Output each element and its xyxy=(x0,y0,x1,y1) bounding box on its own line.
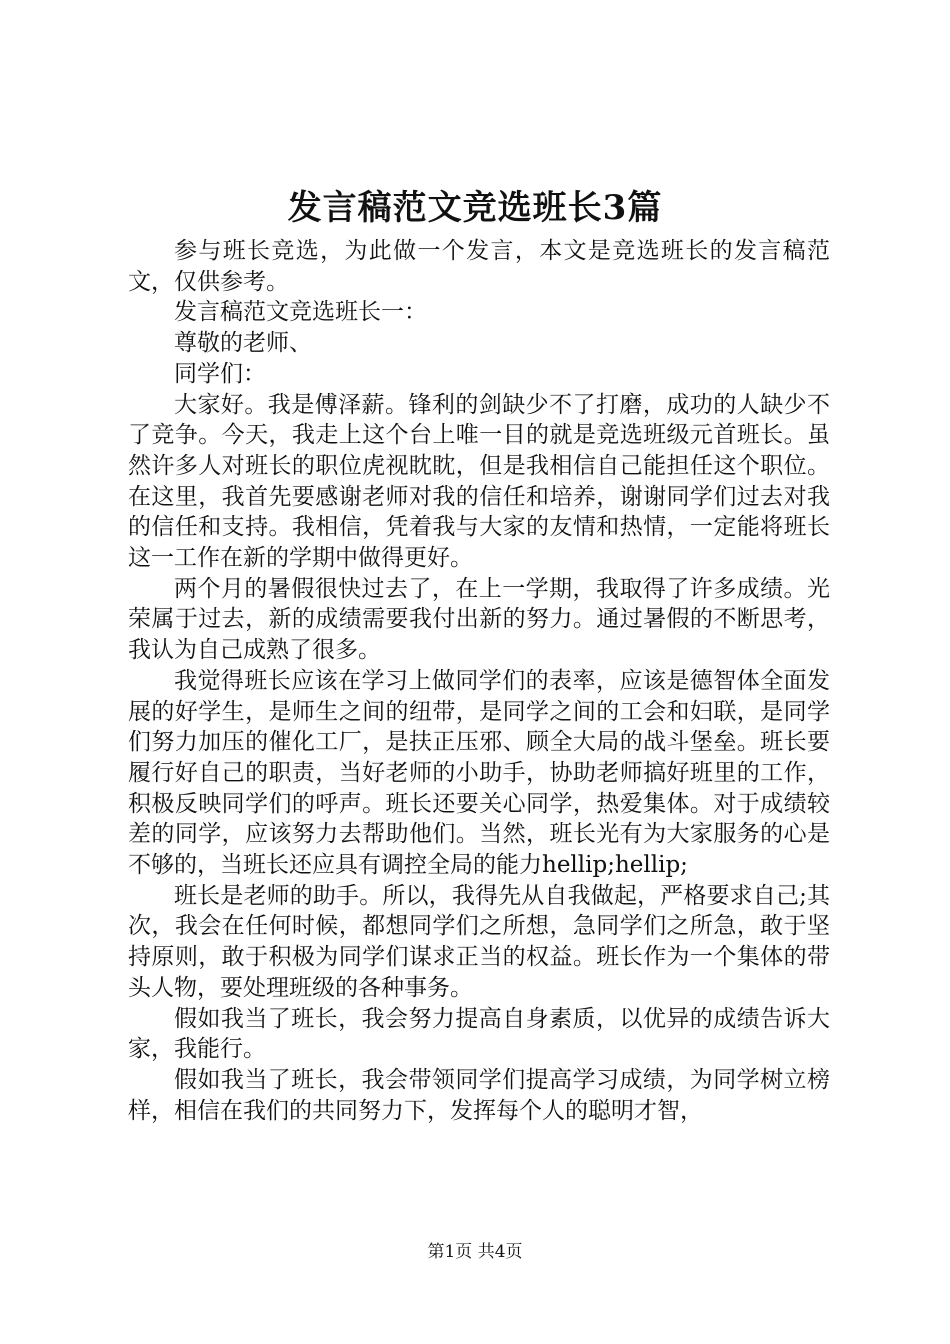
body-paragraph: 两个月的暑假很快过去了，在上一学期，我取得了许多成绩。光荣属于过去，新的成绩需要我付出新的努力。通过暑假的不断思考，我认为自己成熟了很多。 xyxy=(128,575,830,664)
section-heading: 发言稿范文竞选班长一： xyxy=(174,299,427,326)
body-paragraph: 假如我当了班长，我会带领同学们提高学习成绩，为同学树立榜样，相信在我们的共同努力下，发挥每个人的聪明才智， xyxy=(128,1066,830,1124)
page-number-footer: 第1页 共4页 xyxy=(427,1242,523,1262)
body-paragraph: 班长是老师的助手。所以，我得先从自我做起，严格要求自己;其次，我会在任何时候，都想同学们之所想，急同学们之所急，敢于坚持原则，敢于积极为同学们谋求正当的权益。班长作为一个集体的带头人物，要处理班级的各种事务。 xyxy=(128,882,830,1001)
body-paragraph: 假如我当了班长，我会努力提高自身素质，以优异的成绩告诉大家，我能行。 xyxy=(128,1005,830,1063)
intro-paragraph: 参与班长竞选，为此做一个发言，本文是竞选班长的发言稿范文，仅供参考。 xyxy=(128,238,830,295)
page-title: 发言稿范文竞选班长3篇 xyxy=(287,188,663,228)
document-body xyxy=(128,236,830,1126)
body-paragraph: 我觉得班长应该在学习上做同学们的表率，应该是德智体全面发展的好学生，是师生之间的纽带，是同学之间的工会和妇联，是同学们努力加压的催化工厂，是扶正压邪、顾全大局的战斗堡垒。班长要履行好自己的职责，当好老师的小助手，协助老师搞好班里的工作，积极反映同学们的呼声。班长还要关心同学，热爱集体。对于成绩较差的同学，应该努力去帮助他们。当然，班长光有为大家服务的心是不够的，当班长还应具有调控全局的能力hellip;hellip; xyxy=(128,667,830,879)
salutation-line: 尊敬的老师、 xyxy=(174,330,312,357)
body-paragraph: 大家好。我是傅泽薪。锋利的剑缺少不了打磨，成功的人缺少不了竞争。今天，我走上这个台上唯一目的就是竞选班级元首班长。虽然许多人对班长的职位虎视眈眈，但是我相信自己能担任这个职位。在这里，我首先要感谢老师对我的信任和培养，谢谢同学们过去对我的信任和支持。我相信，凭着我与大家的友情和热情，一定能将班长这一工作在新的学期中做得更好。 xyxy=(128,391,830,572)
salutation-line: 同学们： xyxy=(174,360,266,387)
